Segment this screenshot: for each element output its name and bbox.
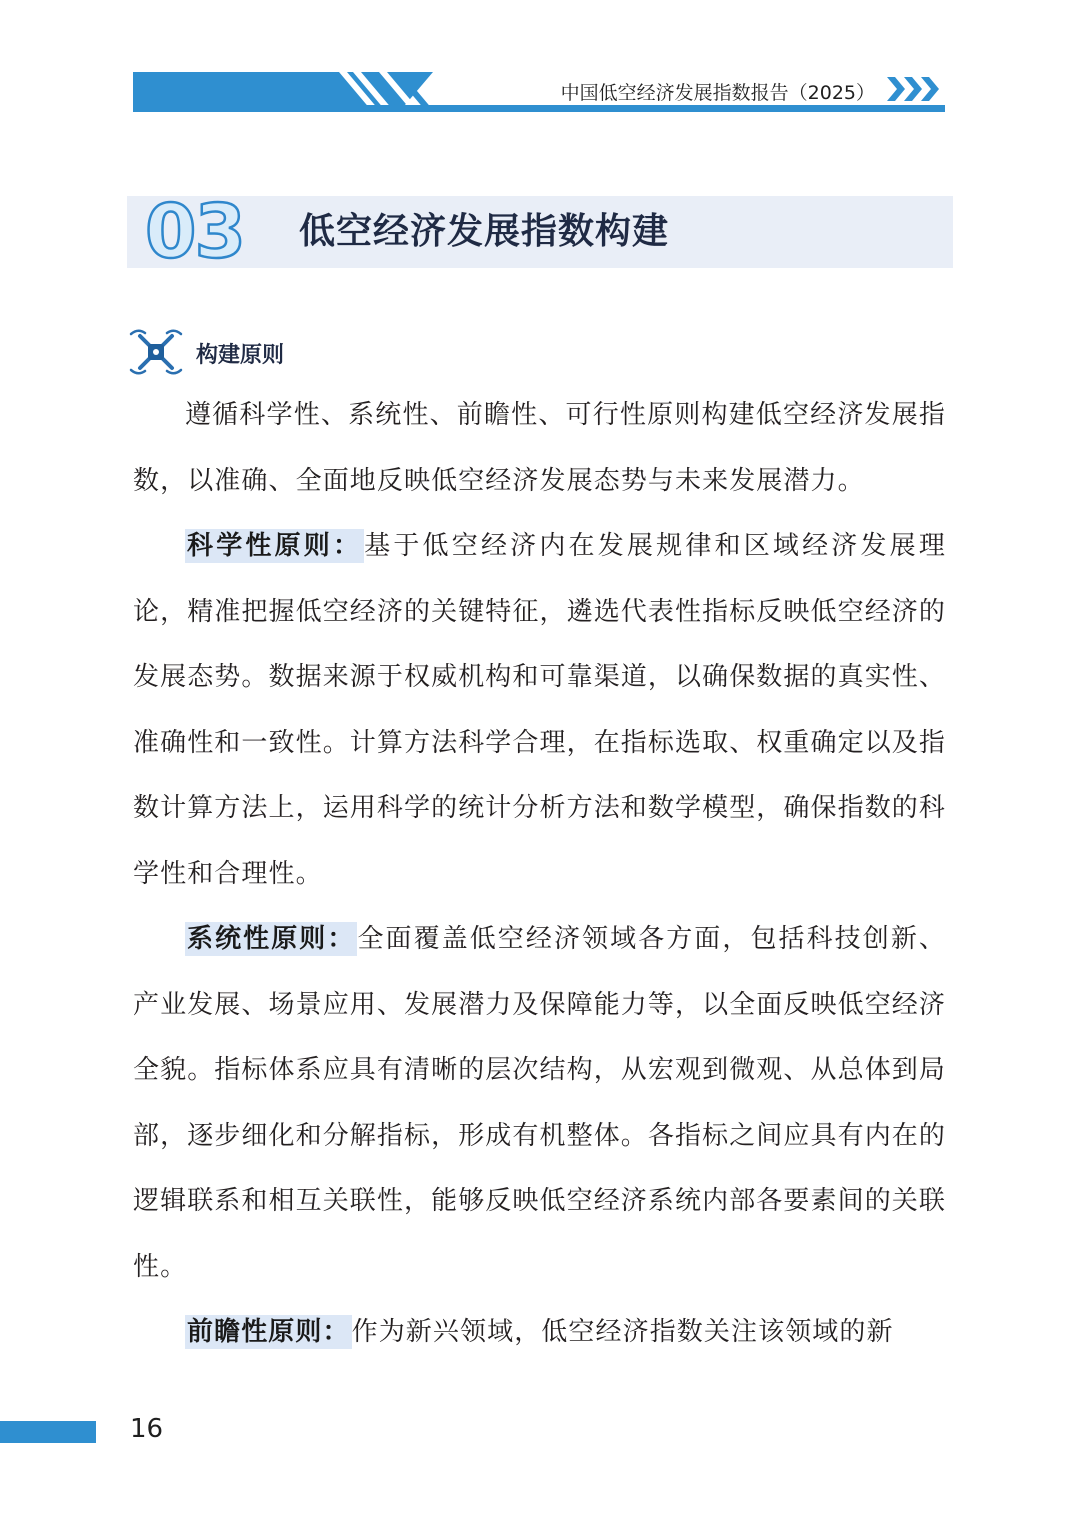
paragraph-text: 基于低空经济内在发展规律和区域经济发展理论，精准把握低空经济的关键特征，遴选代表性指标反映低空经济的发展态势。数据来源于权威机构和可靠渠道，以确保数据的真实性、准确性和一致性。计算方法科学合理，在指标选取、权重确定以及指数计算方法上，运用科学的统计分析方法和数学模型，确保指数的科学性和合理性。 [133,531,947,889]
paragraph-systematic [133,907,946,1300]
highlight-label: 前瞻性原则： [187,1317,350,1347]
report-title: 中国低空经济发展指数报告（2025） [560,82,875,104]
triple-chevron-right-icon [887,75,945,103]
footer-accent-bar [0,1421,96,1443]
paragraph-text: 作为新兴领域，低空经济指数关注该领域的新 [351,1317,894,1347]
highlight-label: 系统性原则： [187,924,356,954]
chapter-number: 03 [145,189,244,275]
page-header [133,72,945,112]
paragraph-intro [133,383,946,514]
paragraph-scientific [133,514,946,907]
highlight-label: 科学性原则： [187,531,363,561]
chapter-heading [127,189,953,275]
page-number: 16 [130,1414,164,1444]
drone-icon [128,325,184,379]
body-text [133,383,946,1366]
paragraph-text: 遵循科学性、系统性、前瞻性、可行性原则构建低空经济发展指数，以准确、全面地反映低空经济发展态势与未来发展潜力。 [133,400,946,496]
section-title: 构建原则 [196,343,285,368]
paragraph-forward-looking [133,1300,946,1366]
chapter-title: 低空经济发展指数构建 [299,211,670,252]
paragraph-text: 全面覆盖低空经济领域各方面，包括科技创新、产业发展、场景应用、发展潜力及保障能力等，以全面反映低空经济全貌。指标体系应具有清晰的层次结构，从宏观到微观、从总体到局部，逐步细化和分解指标，形成有机整体。各指标之间应具有内在的逻辑联系和相互关联性，能够反映低空经济系统内部各要素间的关联性。 [133,924,947,1282]
